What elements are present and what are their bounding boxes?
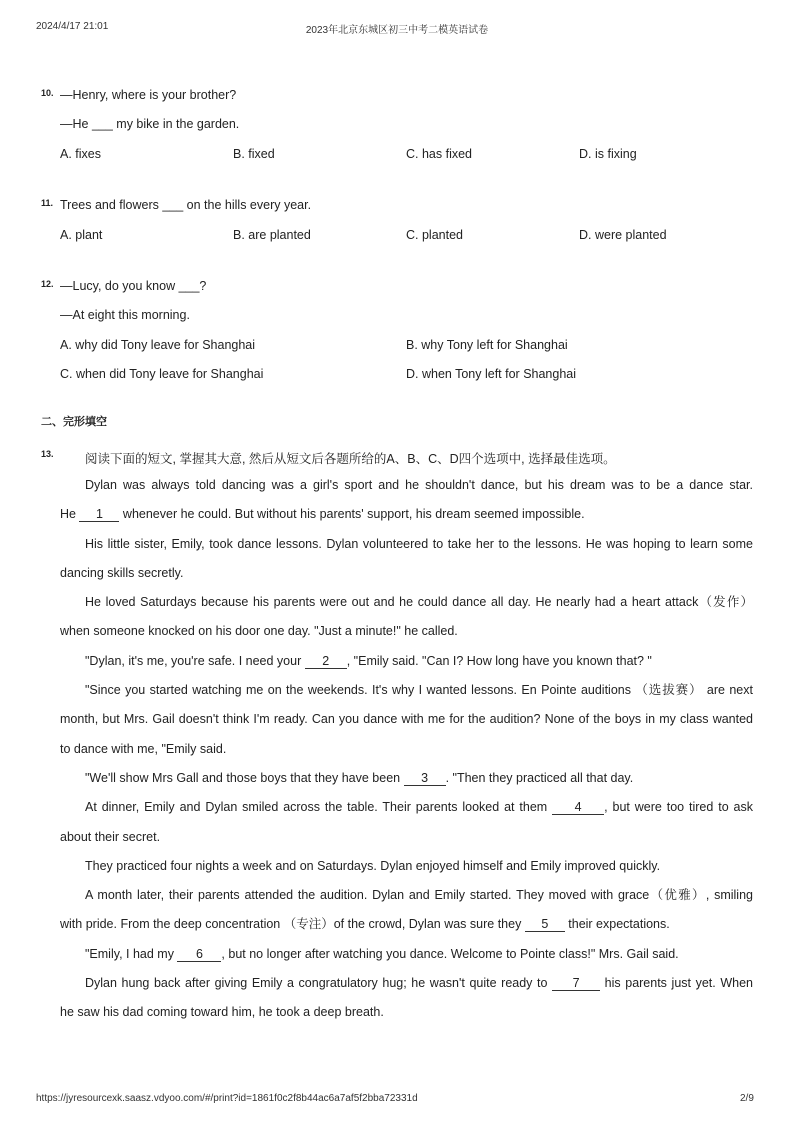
blank-7[interactable]: 7 [552,976,600,991]
text: "Dylan, it's me, you're safe. I need your [85,653,305,668]
text: , but no longer after watching you dance. Welcome to Pointe class!" Mrs. Gail said. [221,946,679,961]
passage-line: He loved Saturdays because his parents were out and he could dance all day. He nearly had a heart attack（发作） [85,595,753,610]
passage-line: dancing skills secretly. [60,565,184,580]
passage-line [60,910,753,939]
text: , but were too tired to ask [604,800,754,815]
text: . "Then they practiced all that day. [445,770,634,785]
print-datetime: 2024/4/17 21:01 [36,21,109,32]
passage-line [60,500,753,529]
question-number: 13. [41,449,54,459]
passage-line: when someone knocked on his door one day. "Just a minute!" he called. [60,624,458,639]
blank-6[interactable]: 6 [177,947,221,962]
cloze-instruction: 阅读下面的短文, 掌握其大意, 然后从短文后各题所给的A、B、C、D四个选项中, 选择最佳选项。 [85,452,616,466]
question-line: Trees and flowers ___ on the hills every year. [60,198,312,212]
question-line: —Henry, where is your brother? [60,88,237,102]
text: whenever he could. But without his parents' support, his dream seemed impossible. [119,507,585,522]
text: , "Emily said. "Can I? How long have you known that? " [346,653,652,668]
passage-line [60,793,753,822]
text: with pride. From the deep concentration （专注）of the crowd, Dylan was sure they [60,917,525,932]
option-d[interactable]: D. were planted [579,228,667,242]
passage-line: A month later, their parents attended the audition. Dylan and Emily started. They moved with grace（优雅）, smiling [85,888,753,903]
option-d[interactable]: D. is fixing [579,147,637,161]
question-number: 12. [41,279,54,289]
page-url[interactable]: https://jyresourcexk.saasz.vdyoo.com/#/print?id=1861f0c2f8b44ac6a7af5f2bba72331d [36,1093,418,1104]
passage-line: His little sister, Emily, took dance lessons. Dylan volunteered to take her to the lessons. He was hoping to learn some [85,536,753,551]
option-b[interactable]: B. fixed [233,147,275,161]
passage-line: They practiced four nights a week and on Saturdays. Dylan enjoyed himself and Emily improved quickly. [85,858,661,873]
text: "We'll show Mrs Gall and those boys that they have been [85,770,404,785]
passage-line [60,969,753,998]
option-a[interactable]: A. fixes [60,147,101,161]
option-b[interactable]: B. why Tony left for Shanghai [406,338,568,352]
option-d[interactable]: D. when Tony left for Shanghai [406,367,577,381]
blank-1[interactable]: 1 [79,507,119,522]
question-number: 10. [41,88,54,98]
option-c[interactable]: C. planted [406,228,463,242]
option-c[interactable]: C. when did Tony leave for Shanghai [60,367,264,381]
section-heading: 二、完形填空 [41,416,107,428]
option-b[interactable]: B. are planted [233,228,311,242]
question-line: —He ___ my bike in the garden. [60,117,240,131]
passage-line: he saw his dad coming toward him, he took a deep breath. [60,1005,384,1020]
passage-line [60,647,753,676]
blank-2[interactable]: 2 [305,654,347,669]
text: He [60,507,80,522]
document-title: 2023年北京东城区初三中考二模英语试卷 [305,25,489,36]
option-a[interactable]: A. plant [60,228,103,242]
blank-3[interactable]: 3 [404,771,446,786]
question-number: 11. [41,198,54,208]
passage-line [60,940,753,969]
passage-line [60,764,753,793]
page-number: 2/9 [740,1093,754,1104]
text: their expectations. [564,917,670,932]
blank-5[interactable]: 5 [525,917,565,932]
option-c[interactable]: C. has fixed [406,147,473,161]
blank-4[interactable]: 4 [552,800,604,815]
text: "Emily, I had my [85,946,178,961]
question-line: —Lucy, do you know ___? [60,279,207,293]
passage-line: Dylan was always told dancing was a girl's sport and he shouldn't dance, but his dream was to be a dance star. [85,478,753,492]
question-line: —At eight this morning. [60,308,190,322]
cloze-passage [60,471,753,1028]
passage-line: month, but Mrs. Gail doesn't think I'm ready. Can you dance with me for the audition? None of the boys in my class wanted [60,712,753,727]
passage-line: "Since you started watching me on the weekends. It's why I wanted lessons. En Pointe auditions （选拔赛） are next [85,683,753,698]
text: Dylan hung back after giving Emily a congratulatory hug; he wasn't quite ready to [85,976,553,991]
option-a[interactable]: A. why did Tony leave for Shanghai [60,338,256,352]
text: his parents just yet. When [600,976,753,991]
passage-line: about their secret. [60,829,161,844]
text: At dinner, Emily and Dylan smiled across the table. Their parents looked at them [85,800,553,815]
passage-line: to dance with me, "Emily said. [60,741,227,756]
